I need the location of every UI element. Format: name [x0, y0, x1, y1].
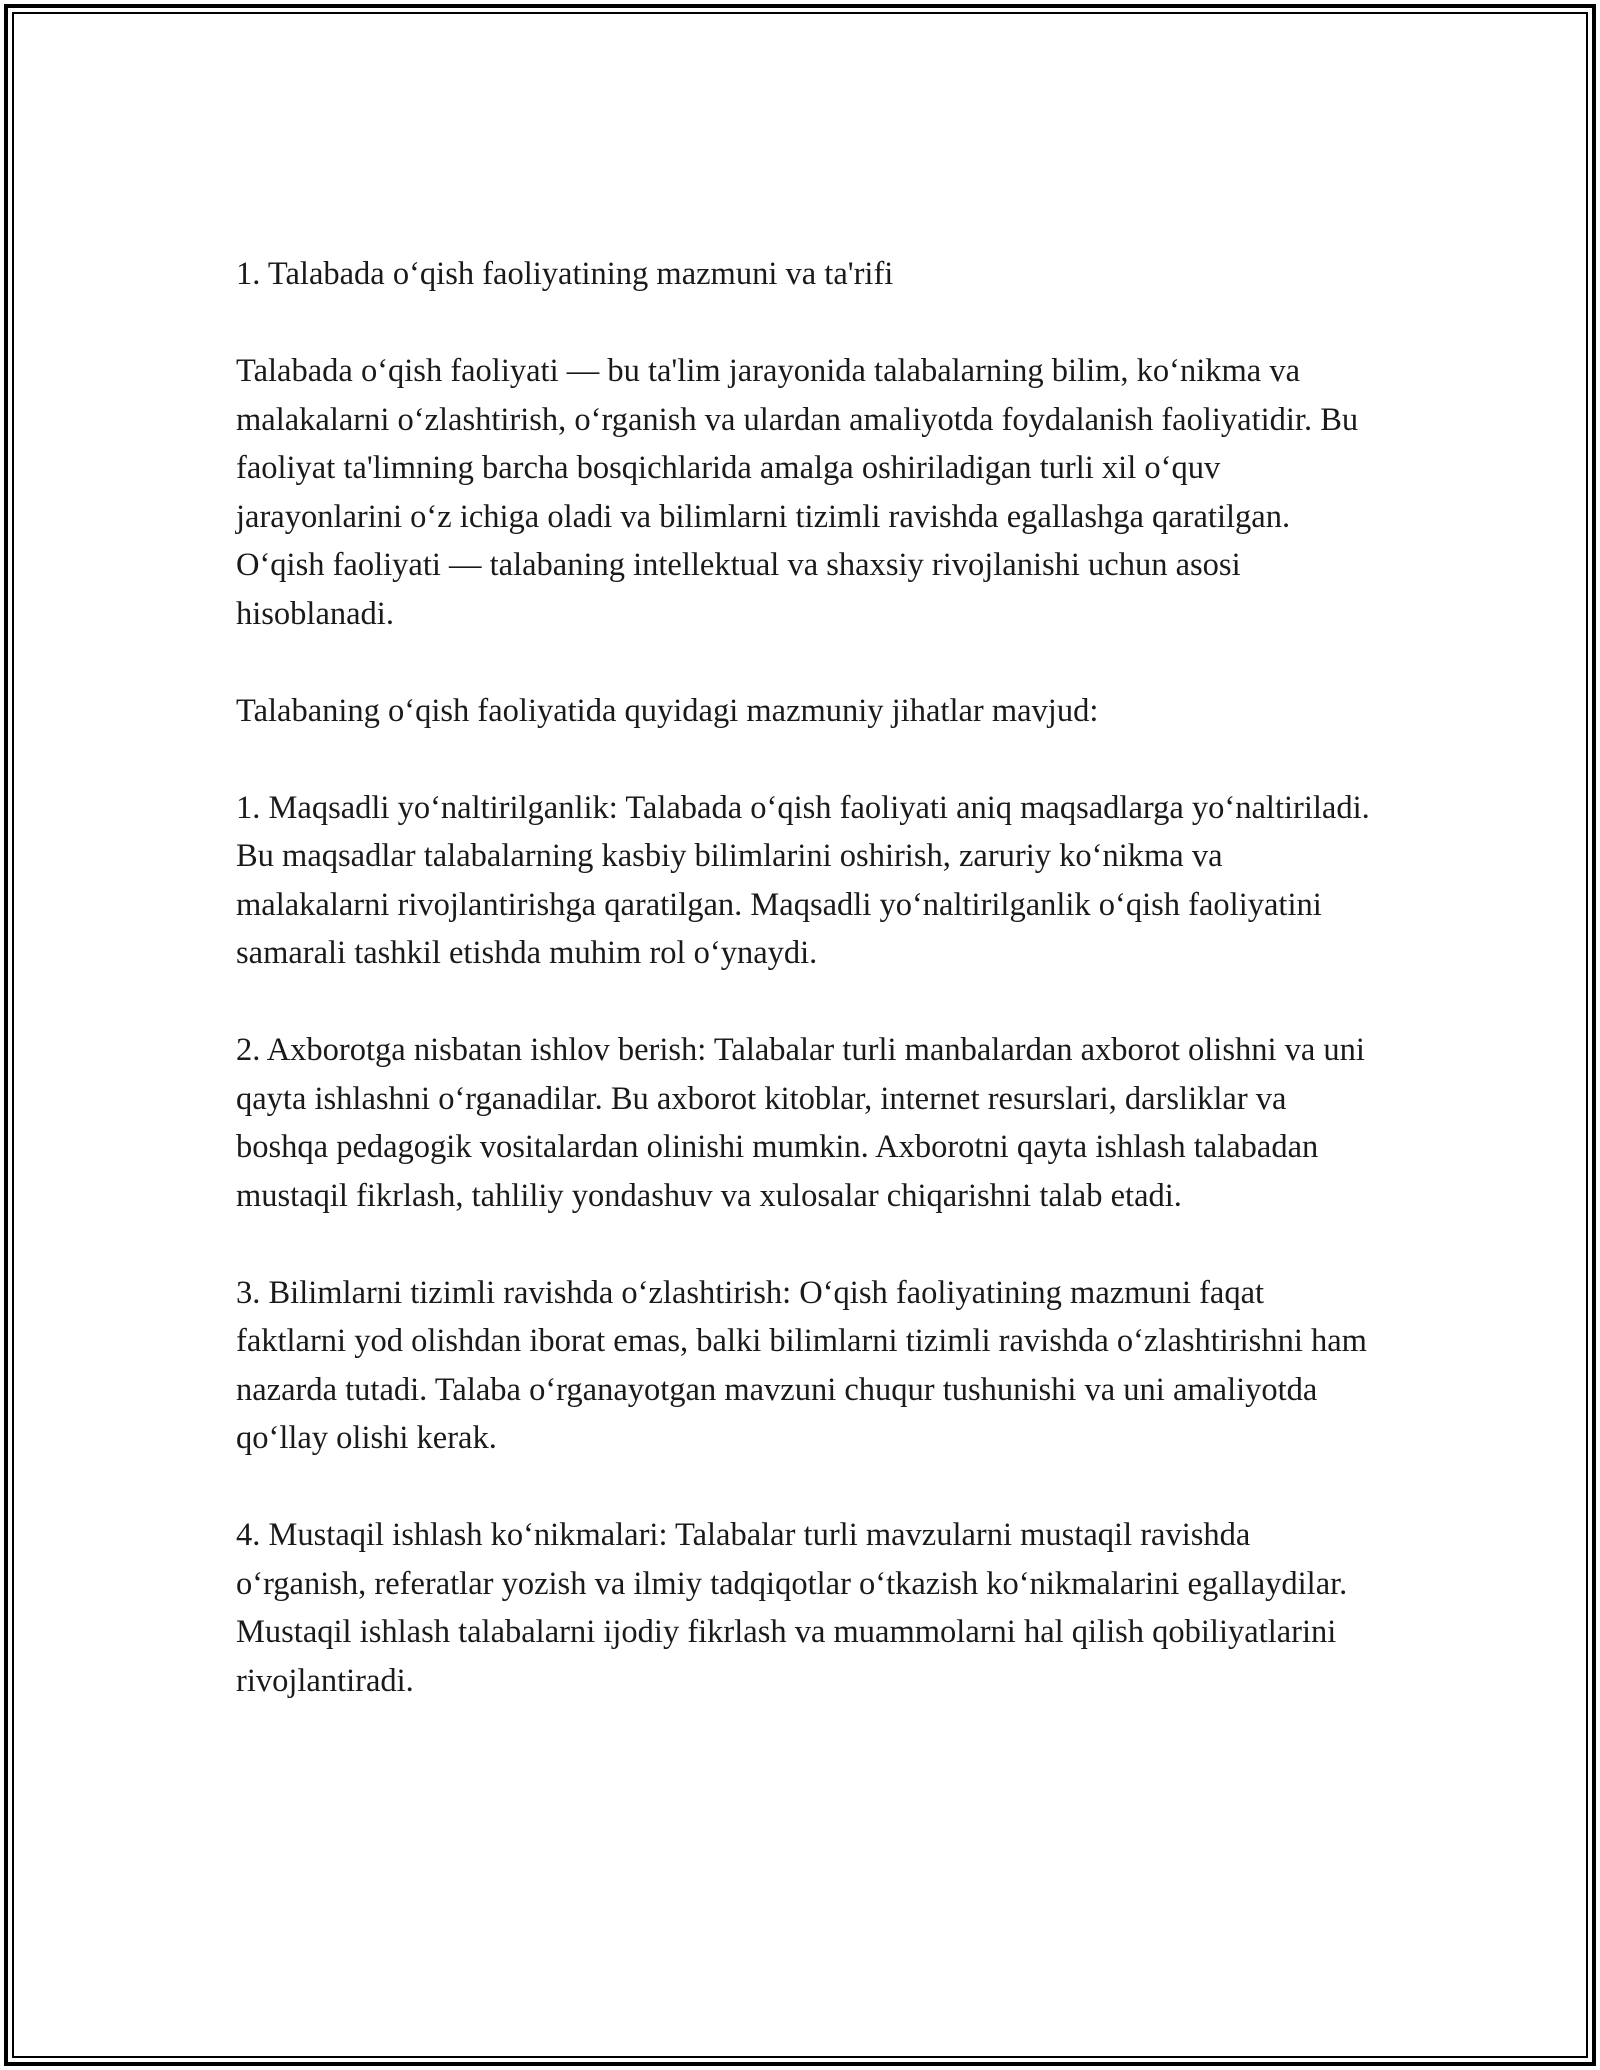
list-item-paragraph: 2. Axborotga nisbatan ishlov berish: Talabalar turli manbalardan axborot olishni va uni qayta ishlashni o‘rganadilar. Bu axborot kitoblar, internet resurslari, darsliklar va boshqa pedagogik vositalardan olinishi mumkin. Axborotni qayta ishlash talabadan mustaqil fikrlash, tahliliy yondashuv va xulosalar chiqarishni talab etadi.	[236, 1032, 1365, 1214]
list-item-paragraph: 4. Mustaqil ishlash ko‘nikmalari: Talabalar turli mavzularni mustaqil ravishda o‘rganish, referatlar yozish va ilmiy tadqiqotlar o‘tkazish ko‘nikmalarini egallaydilar. Mustaqil ishlash talabalarni ijodiy fikrlash va muammolarni hal qilish qobiliyatlarini rivojlantiradi.	[236, 1517, 1348, 1699]
section-heading: 1. Talabada o‘qish faoliyatining mazmuni va ta'rifi	[236, 256, 894, 292]
list-intro-paragraph: Talabaning o‘qish faoliyatida quyidagi mazmuniy jihatlar mavjud:	[236, 692, 1099, 729]
document-body	[236, 250, 1376, 1705]
intro-paragraph: Talabada o‘qish faoliyati — bu ta'lim jarayonida talabalarning bilim, ko‘nikma va malakalarni o‘zlashtirish, o‘rganish va ulardan amaliyotda foydalanish faoliyatidir. Bu faoliyat ta'limning barcha bosqichlarida amalga oshiriladigan turli xil o‘quv jarayonlarini o‘z ichiga oladi va bilimlarni tizimli ravishda egallashga qaratilgan. O‘qish faoliyati — talabaning intellektual va shaxsiy rivojlanishi uchun asosi hisoblanadi.	[236, 353, 1359, 632]
list-item-paragraph: 1. Maqsadli yo‘naltirilganlik: Talabada o‘qish faoliyati aniq maqsadlarga yo‘naltiriladi. Bu maqsadlar talabalarning kasbiy bilimlarini oshirish, zaruriy ko‘nikma va malakalarni rivojlantirishga qaratilgan. Maqsadli yo‘naltirilganlik o‘qish faoliyatini samarali tashkil etishda muhim rol o‘ynaydi.	[236, 789, 1370, 971]
list-item-paragraph: 3. Bilimlarni tizimli ravishda o‘zlashtirish: O‘qish faoliyatining mazmuni faqat faktlarni yod olishdan iborat emas, balki bilimlarni tizimli ravishda o‘zlashtirishni ham nazarda tutadi. Talaba o‘rganayotgan mavzuni chuqur tushunishi va uni amaliyotda qo‘llay olishi kerak.	[236, 1274, 1367, 1456]
